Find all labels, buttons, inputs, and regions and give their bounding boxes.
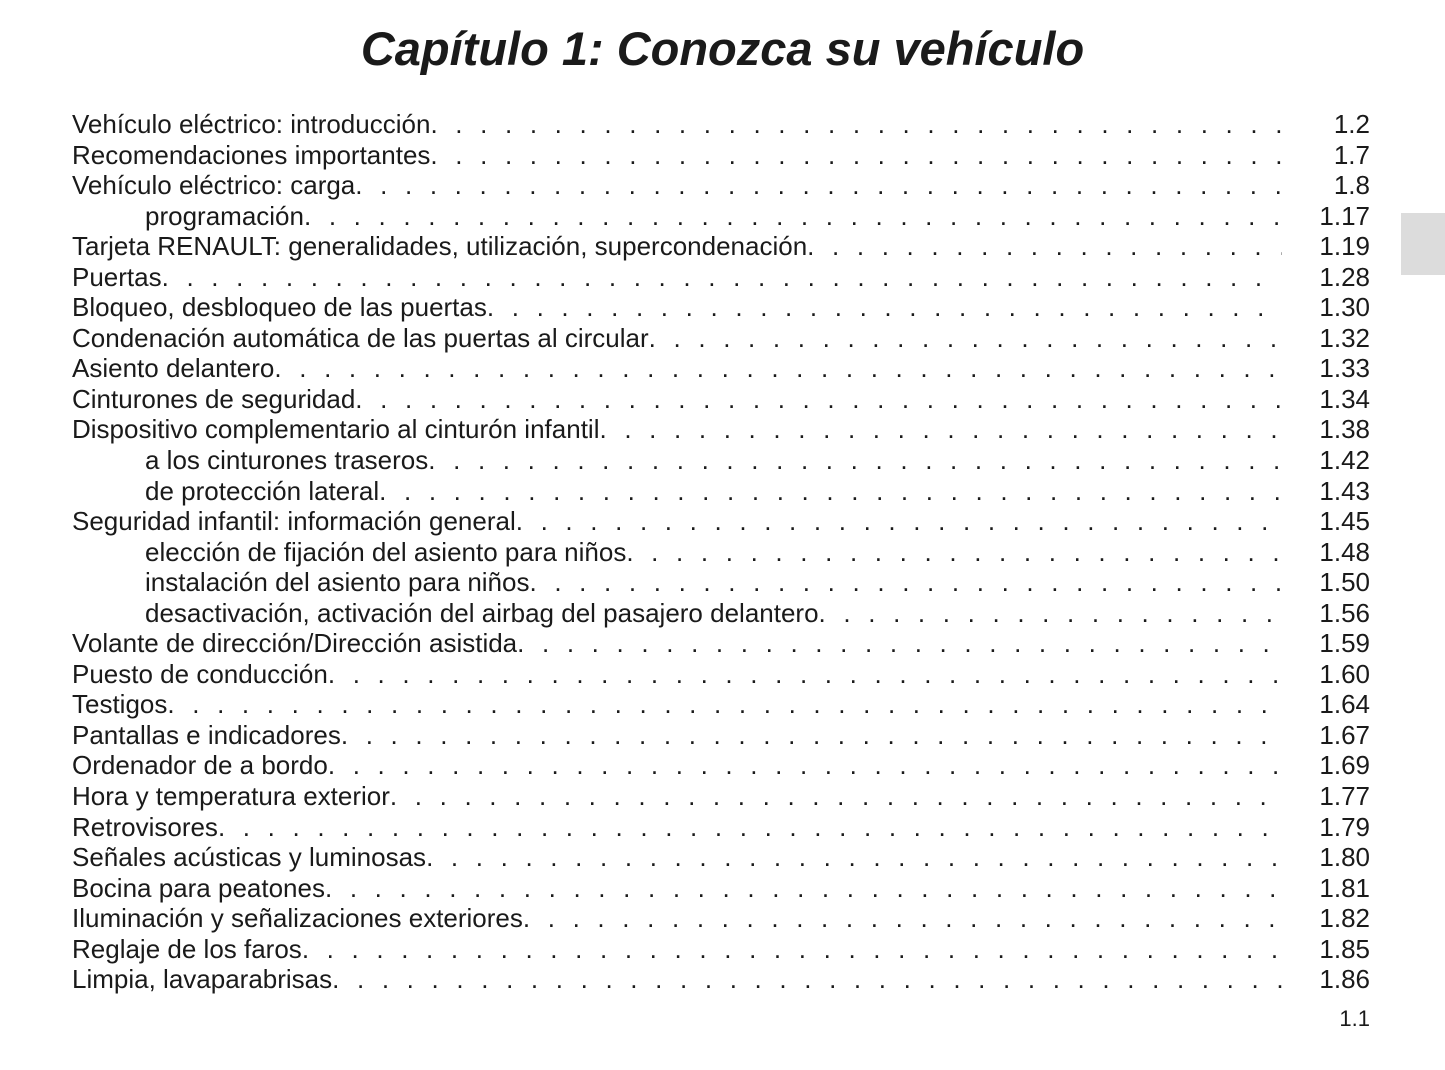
- toc-entry[interactable]: [72, 414, 1370, 445]
- dot-leader: [807, 231, 1282, 262]
- toc-entry[interactable]: [72, 170, 1370, 201]
- dot-leader: [379, 476, 1282, 507]
- toc-entry-label: Dispositivo complementario al cinturón infantil: [72, 414, 600, 445]
- toc-entry-page: 1.17: [1319, 200, 1370, 231]
- toc-entry[interactable]: [72, 353, 1370, 384]
- toc-entry-page: 1.38: [1319, 414, 1370, 445]
- toc-entry-page: 1.28: [1319, 261, 1370, 292]
- toc-entry-label: Bloqueo, desbloqueo de las puertas: [72, 292, 487, 323]
- dot-leader: [162, 262, 1282, 293]
- toc-entry-page: 1.56: [1319, 597, 1370, 628]
- toc-entry-page: 1.7: [1333, 139, 1370, 170]
- table-of-contents: [72, 109, 1370, 995]
- toc-entry[interactable]: [72, 873, 1370, 904]
- toc-entry-label: Recomendaciones importantes: [72, 139, 431, 170]
- toc-entry-label: Iluminación y señalizaciones exteriores: [72, 903, 523, 934]
- dot-leader: [529, 567, 1282, 598]
- toc-entry-page: 1.67: [1319, 719, 1370, 750]
- toc-subentry[interactable]: [72, 537, 1370, 568]
- toc-entry[interactable]: [72, 262, 1370, 293]
- toc-entry-label: Ordenador de a bordo: [72, 750, 328, 781]
- toc-entry-page: 1.86: [1319, 964, 1370, 995]
- toc-entry-label: Señales acústicas y luminosas: [72, 842, 427, 873]
- toc-subentry[interactable]: [72, 201, 1370, 232]
- toc-entry[interactable]: [72, 903, 1370, 934]
- toc-entry-label: Puesto de conducción: [72, 658, 328, 689]
- toc-entry-page: 1.80: [1319, 842, 1370, 873]
- toc-entry-label: Condenación automática de las puertas al circular: [72, 322, 649, 353]
- toc-entry-label: Testigos: [72, 689, 168, 720]
- toc-entry[interactable]: [72, 628, 1370, 659]
- dot-leader: [516, 506, 1282, 537]
- dot-leader: [430, 140, 1282, 171]
- toc-entry-page: 1.85: [1319, 933, 1370, 964]
- dot-leader: [819, 598, 1282, 629]
- toc-entry[interactable]: [72, 720, 1370, 751]
- toc-entry-page: 1.30: [1319, 292, 1370, 323]
- dot-leader: [523, 903, 1282, 934]
- toc-entry-page: 1.79: [1319, 811, 1370, 842]
- toc-entry-label: Vehículo eléctrico: introducción: [72, 109, 431, 139]
- toc-entry[interactable]: [72, 812, 1370, 843]
- toc-entry-page: 1.2: [1333, 109, 1370, 139]
- toc-entry-page: 1.77: [1319, 781, 1370, 812]
- toc-entry-label: de protección lateral: [145, 475, 380, 506]
- dot-leader: [355, 384, 1282, 415]
- dot-leader: [626, 537, 1282, 568]
- toc-entry[interactable]: [72, 140, 1370, 171]
- toc-entry[interactable]: [72, 689, 1370, 720]
- toc-entry-page: 1.8: [1333, 170, 1370, 201]
- dot-leader: [274, 353, 1282, 384]
- toc-entry[interactable]: [72, 964, 1370, 995]
- toc-entry-label: Bocina para peatones: [72, 872, 325, 903]
- dot-leader: [328, 659, 1282, 690]
- dot-leader: [428, 445, 1282, 476]
- toc-entry-label: Tarjeta RENAULT: generalidades, utilización, supercondenación: [72, 231, 808, 262]
- toc-entry-label: Volante de dirección/Dirección asistida: [72, 628, 518, 659]
- toc-entry[interactable]: [72, 659, 1370, 690]
- toc-entry-page: 1.45: [1319, 506, 1370, 537]
- toc-entry-label: Cinturones de seguridad: [72, 383, 356, 414]
- toc-entry-label: programación: [145, 200, 304, 231]
- toc-entry-page: 1.64: [1319, 689, 1370, 720]
- chapter-tab: [1401, 213, 1445, 275]
- toc-entry-label: a los cinturones traseros: [145, 445, 429, 476]
- toc-entry-page: 1.82: [1319, 903, 1370, 934]
- toc-entry[interactable]: [72, 231, 1370, 262]
- dot-leader: [304, 201, 1282, 232]
- toc-entry-label: Seguridad infantil: información general: [72, 506, 516, 537]
- dot-leader: [599, 414, 1282, 445]
- toc-entry-page: 1.59: [1319, 628, 1370, 659]
- dot-leader: [430, 109, 1282, 140]
- toc-entry-page: 1.32: [1319, 322, 1370, 353]
- dot-leader: [517, 628, 1282, 659]
- dot-leader: [218, 812, 1282, 843]
- toc-subentry[interactable]: [72, 445, 1370, 476]
- dot-leader: [325, 873, 1282, 904]
- page-number: 1.1: [1339, 1006, 1370, 1031]
- toc-entry-label: Limpia, lavaparabrisas: [72, 964, 333, 995]
- dot-leader: [302, 934, 1282, 965]
- toc-entry-page: 1.50: [1319, 567, 1370, 598]
- toc-entry[interactable]: [72, 292, 1370, 323]
- toc-entry-label: elección de fijación del asiento para niños: [145, 536, 627, 567]
- toc-entry-page: 1.60: [1319, 658, 1370, 689]
- toc-entry[interactable]: [72, 750, 1370, 781]
- toc-entry-page: 1.69: [1319, 750, 1370, 781]
- toc-entry-label: Pantallas e indicadores: [72, 719, 341, 750]
- toc-entry-label: Hora y temperatura exterior: [72, 781, 390, 812]
- toc-entry[interactable]: [72, 384, 1370, 415]
- toc-entry[interactable]: [72, 323, 1370, 354]
- toc-entry[interactable]: [72, 506, 1370, 537]
- dot-leader: [426, 842, 1282, 873]
- toc-entry[interactable]: [72, 109, 1370, 140]
- dot-leader: [487, 292, 1282, 323]
- toc-entry-label: Puertas: [72, 261, 162, 292]
- toc-subentry[interactable]: [72, 567, 1370, 598]
- toc-entry-page: 1.81: [1319, 872, 1370, 903]
- toc-entry[interactable]: [72, 934, 1370, 965]
- toc-entry-page: 1.48: [1319, 536, 1370, 567]
- toc-entry-page: 1.33: [1319, 353, 1370, 384]
- dot-leader: [355, 170, 1282, 201]
- toc-entry-label: Asiento delantero: [72, 353, 275, 384]
- toc-entry-page: 1.43: [1319, 475, 1370, 506]
- page-title: Capítulo 1: Conozca su vehículo: [360, 22, 1085, 75]
- dot-leader: [328, 750, 1282, 781]
- toc-entry-page: 1.34: [1319, 383, 1370, 414]
- toc-entry-label: Retrovisores: [72, 811, 218, 842]
- toc-subentry[interactable]: [72, 598, 1370, 629]
- toc-entry[interactable]: [72, 842, 1370, 873]
- toc-entry[interactable]: [72, 781, 1370, 812]
- toc-entry-label: Vehículo eléctrico: carga: [72, 170, 356, 201]
- toc-entry-label: instalación del asiento para niños: [145, 567, 530, 598]
- dot-leader: [167, 689, 1282, 720]
- toc-entry-page: 1.19: [1319, 231, 1370, 262]
- dot-leader: [332, 964, 1282, 995]
- toc-entry-label: Reglaje de los faros: [72, 933, 302, 964]
- toc-entry-page: 1.42: [1319, 445, 1370, 476]
- dot-leader: [341, 720, 1282, 751]
- dot-leader: [649, 323, 1282, 354]
- toc-subentry[interactable]: [72, 476, 1370, 507]
- toc-entry-label: desactivación, activación del airbag del pasajero delantero: [145, 597, 819, 628]
- dot-leader: [390, 781, 1282, 812]
